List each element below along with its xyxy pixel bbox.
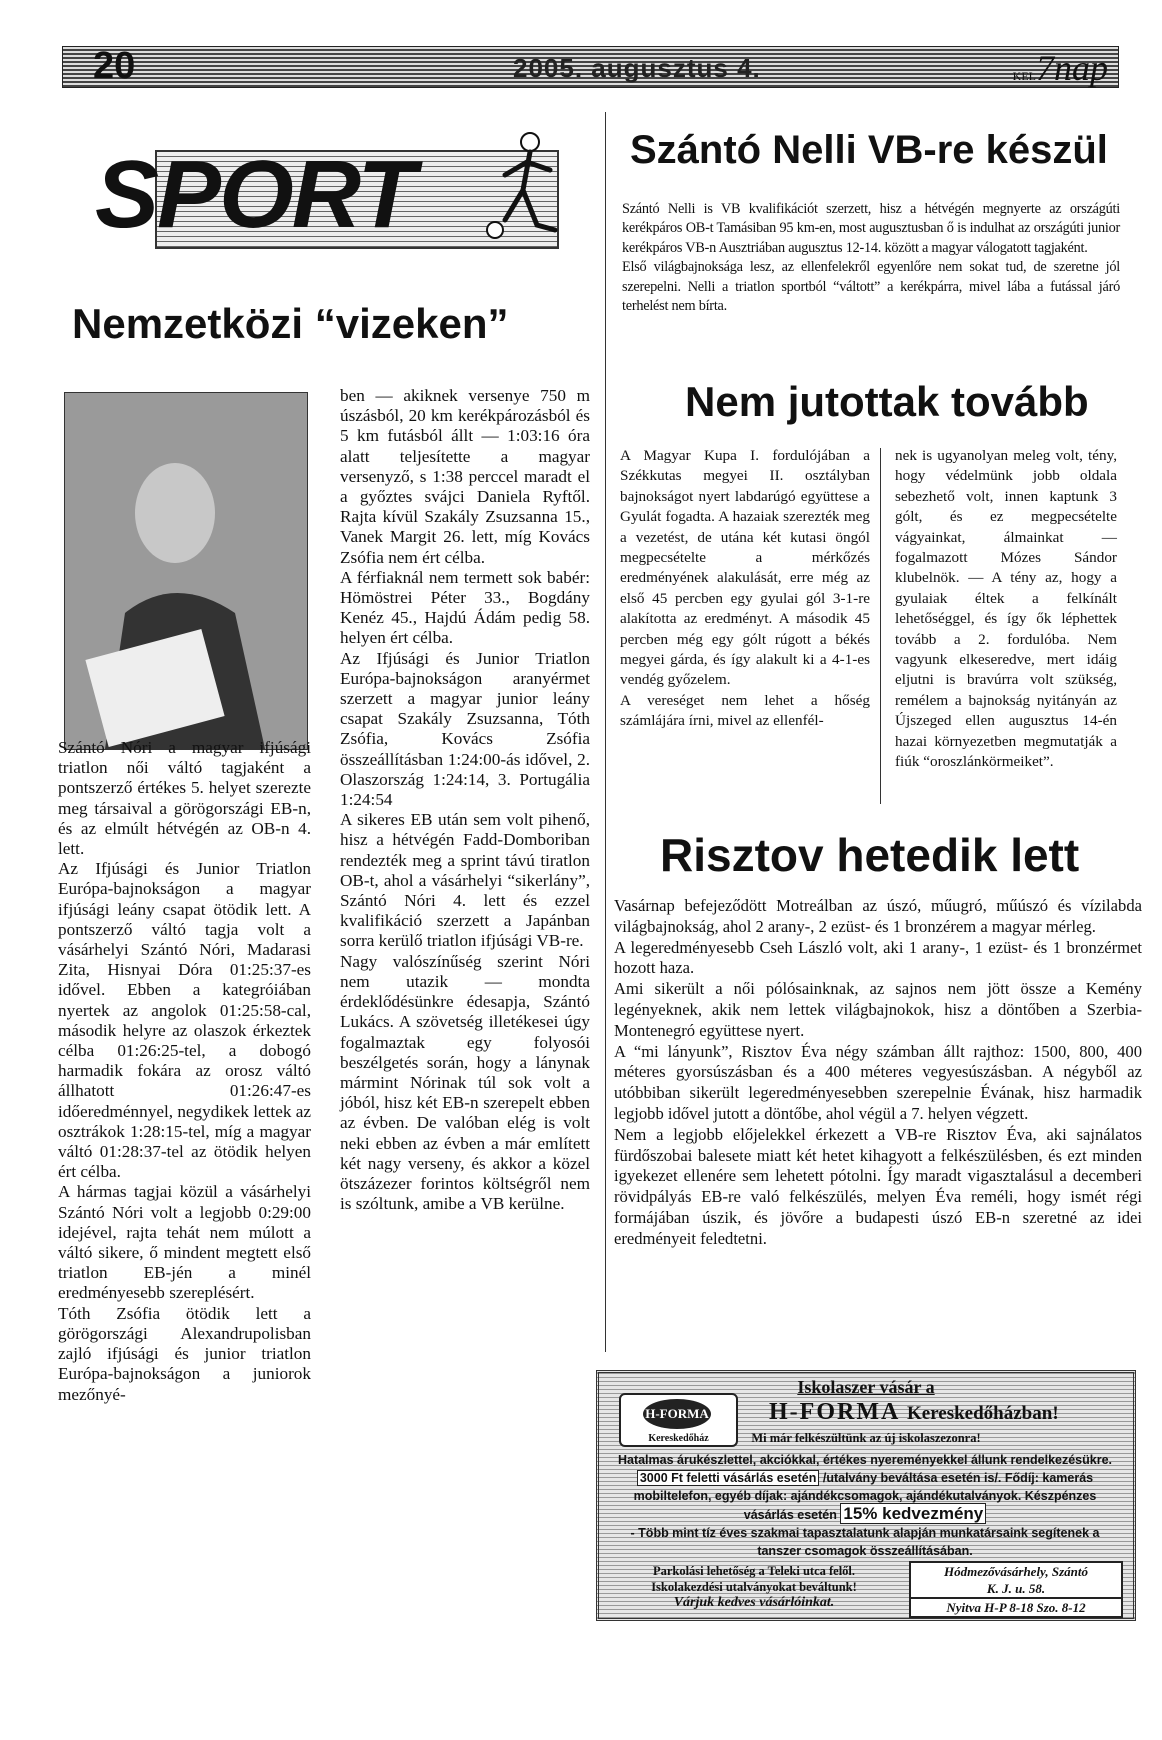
paragraph: A “mi lányunk”, Risztov Éva négy számban állt rajthoz: 1500, 800, 400 méteres gyorsúszásban és a 400 méteres vegyesúszásban. A négyből az utóbbiban sikerült legeredményesebben szerepelnie Évának, hisz harmadik legjobb idővel jutott a döntőbe, ahol végül a 7. helyen végzett.	[614, 1041, 1142, 1123]
column-divider	[880, 448, 881, 804]
risztov-article-body	[614, 896, 1142, 1250]
paragraph: ben — akiknek versenye 750 m úszásból, 20 km kerékpározásból és 5 km futásból állt — 1:03:16 óra alatt teljesítette a magyar versenyző, s 1:38 perccel maradt el a győztes svájci Daniela Ryftől. Rajta kívül Szakály Zsuzsanna 15., Vanek Margit 26. lett, míg Kovács Zsófia nem ért célba.	[340, 386, 590, 567]
ad-offer-text: Hatalmas árukészlettel, akciókkal, értékes nyereményekkel állunk rendelkezésükre. 3000 Ft feletti vásárlás esetén /utalvány beváltása esetén is/. Fődíj: kamerás mobiltelefon, egyéb díjak: ajándékcsomagok, ajándékutalványok. Készpénzes vásárlás esetén 15% kedvezmény - Több mint tíz éves szakmai tapasztalatunk alapján munkatársaink segítenek a tanszer csomagok összeállításában.	[617, 1453, 1113, 1558]
paragraph: A férfiaknál nem termett sok babér: Hömöstrei Péter 33., Bogdány Kenéz 45., Hajdú Ádám pedig 58. helyen ért célba.	[340, 567, 590, 648]
article-column-1	[58, 738, 311, 1405]
sport-section-logo	[95, 130, 565, 260]
szanto-article-body	[622, 200, 1120, 316]
paragraph: nek is ugyanolyan meleg volt, tény, hogy védelmünk jobb oldala sebezhető volt, innen kaptunk 3 gólt, és ez megpecsételte vágyainkat, álmainkat — fogalmazott Mózes Sándor klubelnök. — A tény az, hogy a gyulaiak éltek a felkínált lehetőséggel, és így ők léphettek tovább a 2. fordulóba. Nem vagyunk elkeseredve, mert idáig eljutni is bravúrra volt szükség, remélem a bajnokság nyitányán az Újszeged ellen augusztus 14-én hazai környezetben megmutatják a fiúk “oroszlánkörmeiket”.	[895, 447, 1117, 771]
ad-tagline: Mi már felkészültünk az új iskolaszezonra!	[751, 1431, 981, 1445]
paragraph: Nem a legjobb előjelekkel érkezett a VB-re Risztov Éva, aki sajnálatos fürdőszobai balesete miatt két hetet kihagyott a felkészülésben, és ezt minden igyekezet ellenére sem lehetett pótolni. Így maradt vigasztalásul a decemberi rövidpályás EB-re való felkészülés, melyen Éva reméli, hogy ismét régi formájában úszik, és jövőre a budapesti úszó EB-n szeretné az idei eredményeit feledtetni.	[614, 1124, 1142, 1248]
article-column-2	[340, 386, 590, 1214]
ad-headline: Iskolaszer vásár a	[797, 1377, 935, 1397]
athlete-photo	[64, 392, 308, 750]
column-divider	[605, 112, 606, 1352]
paragraph: Szántó Nelli is VB kvalifikációt szerzett, hisz a hétvégén megnyerte az országúti kerékpáros OB-t Tamásiban 95 km-en, most augusztusban ő is indulhat az országúti junior kerékpáros VB-n Ausztriában augusztus 12-14. között a magyar válogatott tagjaként.	[622, 201, 1120, 256]
paragraph: Vasárnap befejeződött Motreálban az úszó, műugró, műúszó és vízilabda világbajnokság, ahol 2 arany-, 2 ezüst- és 1 bronzérem a magyar mérleg.	[614, 896, 1142, 936]
paragraph: Az Ifjúsági és Junior Triatlon Európa-bajnokságon a magyar ifjúsági leány csapat ötödik lett. A pontszerző váltó tagja volt a vásárhelyi Szántó Nóri, Madarasi Zita, Hisnyai Dóra 01:25:37-es idővel. Ebben a kategróiában nyertek az angolok 01:25:58-cal, második helyre az olaszok érkeztek célba 01:26:25-tel, a dobogó harmadik fokára az orosz váltó állhatott 01:26:47-es időeredménnyel, negydikek lettek az osztrákok 1:28:15-tel, míg a magyar váltó 01:28:37-tel az ötödik helyen ért célba.	[58, 859, 311, 1182]
paragraph: A legeredményesebb Cseh László volt, aki 1 arany-, 1 ezüst- és 1 bronzérmet hozott haza.	[614, 937, 1142, 978]
discount-badge: 15% kedvezmény	[840, 1503, 986, 1524]
paragraph: Első világbajnoksága lesz, az ellenfelekről egyenlőre nem sokat tud, de szeretne jól szerepelni. Nelli a triatlon sportból “váltott” a kerékpárra, mivel lába a futással járó terhelést nem bírta.	[622, 259, 1120, 315]
ad-address-box: Hódmezővásárhely, Szántó K. J. u. 58. Nyitva H-P 8-18 Szo. 8-12	[909, 1561, 1123, 1618]
publication-logo: KEL7nap	[1012, 48, 1108, 88]
page-header	[62, 46, 1119, 88]
nem-article-column-1	[620, 446, 870, 732]
paragraph: Nagy valószínűség szerint Nóri nem utazik — mondta érdeklődésünkre édesapja, Szántó Lukács. A szövetség illetékesei úgy fogalmaztak egy folyosói beszélgetés során, hogy a lánynak mármint Nórinak túl sok volt a jóból, hisz két EB-n szerepelt ebben az évben. De valóban elég is volt neki ebben az évben a már említett két nagy verseny, és akkor a közel ötszázezer forintos költségről nem is szóltunk, amibe a VB kerülne.	[340, 951, 590, 1214]
article-title-nem-jutottak: Nem jutottak tovább	[685, 378, 1089, 425]
runner-figure-icon	[475, 130, 565, 250]
paragraph: A Magyar Kupa I. fordulójában a Székkutas megyei II. osztályban bajnokságot nyert labdarúgó együttese a Gyulát fogadta. A hazaiak szerezték meg a vezetést, de utána két kutasi öngól megpecsételte a mérkőzés eredményének alakulását, erre még az első 45 percben egy gyulai gól 3-1-re alakította az eredményt. A második 45 percben még egy gólt rúgott a békés megyei gárda, és így alakult ki a 4-1-es vendég győzelem.	[620, 447, 870, 689]
article-title-vizeken: Nemzetközi “vizeken”	[72, 300, 509, 347]
hforma-logo: H-FORMA Kereskedőház	[619, 1393, 738, 1447]
ad-store-name: H-FORMA Kereskedőházban!	[769, 1399, 1059, 1425]
article-title-risztov: Risztov hetedik lett	[660, 829, 1080, 881]
paragraph: A hármas tagjai közül a vásárhelyi Szántó Nóri volt a legjobb 0:29:00 idejével, rajta tehát nem múlott a váltó sikere, ő mindent megtett első triatlon EB-jén a minél eredményesebb szereplésért.	[58, 1182, 311, 1303]
paragraph: Az Ifjúsági és Junior Triatlon Európa-bajnokságon aranyérmet szerzett a magyar junior leány csapat Szakály Zsuzsanna, Tóth Zsófia, Kovács Zsófia összeállításban 1:24:00-ás idővel, 2. Olaszország 1:24:14, 3. Portugália 1:24:54	[340, 648, 590, 810]
article-title-szanto-nelli: Szántó Nelli VB-re készül	[630, 128, 1108, 172]
ad-info: Parkolási lehetőség a Teleki utca felől. Iskolakezdési utalványokat beváltunk! Várjuk kedves vásárlóinkat.	[651, 1564, 857, 1610]
paragraph: Ami sikerült a női pólósainknak, az sajnos nem jött össze a Kemény legényeknek, akik nem lettek világbajnokok, hisz a döntőben a Szerbia-Montenegró együttese nyert.	[614, 979, 1142, 1040]
nem-article-column-2	[895, 446, 1117, 773]
page-number: 20	[93, 45, 136, 87]
paragraph: Szántó Nóri a magyar ifjúsági triatlon női váltó tagjaként a pontszerző értékes 5. helyet szerezte meg társaival a görögországi EB-n, és az elmúlt hétvégén az OB-n 4. lett.	[58, 738, 311, 859]
photo-placeholder-icon	[65, 393, 307, 749]
sport-logo-text: SPORT	[95, 141, 414, 248]
paragraph: Tóth Zsófia ötödik lett a görögországi Alexandrupolisban zajló ifjúsági és junior triatlon Európa-bajnokságon a juniorok mezőnyé-	[58, 1303, 311, 1404]
issue-date: 2005. augusztus 4.	[513, 53, 761, 83]
hforma-advertisement	[596, 1370, 1136, 1621]
paragraph: A sikeres EB után sem volt pihenő, hisz a hétvégén Fadd-Domboriban rendezték meg a sprint távú tiratlon OB-t, ahol a vásárhelyi “sikerlány”, Szántó Nóri 4. lett és ezzel kvalifikáció szerzett a Japánban sorra kerülő triatlon ifjúsági VB-re.	[340, 810, 590, 951]
paragraph: A vereséget nem lehet a hőség számlájára írni, mivel az ellenfél-	[620, 691, 870, 730]
